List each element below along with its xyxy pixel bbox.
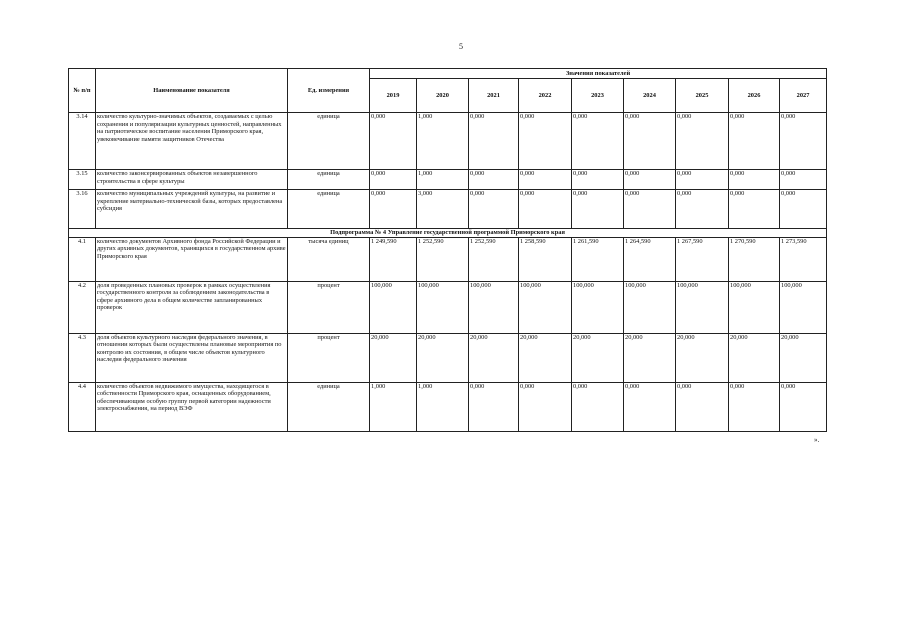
value-cell: 3,000 — [417, 190, 469, 229]
value-cell: 100,000 — [417, 281, 469, 333]
header-year: 2027 — [780, 79, 827, 113]
header-year: 2022 — [519, 79, 572, 113]
value-cell: 1 261,590 — [572, 237, 624, 281]
value-cell: 1 264,590 — [624, 237, 676, 281]
table-row — [69, 382, 827, 431]
value-cell: 100,000 — [572, 281, 624, 333]
value-cell: 0,000 — [519, 382, 572, 431]
value-cell: 20,000 — [417, 333, 469, 382]
header-num: № п/п — [69, 69, 96, 113]
unit-cell: единица — [288, 382, 370, 431]
indicator-name: количество муниципальных учреждений культуры, на развитие и укрепление материально-технической базы, которых предоставлена субсидия — [96, 190, 288, 229]
value-cell: 0,000 — [676, 190, 729, 229]
value-cell: 0,000 — [469, 382, 519, 431]
value-cell: 1 252,590 — [469, 237, 519, 281]
unit-cell: процент — [288, 333, 370, 382]
unit-cell: процент — [288, 281, 370, 333]
row-number: 4.3 — [69, 333, 96, 382]
header-year: 2026 — [729, 79, 780, 113]
value-cell: 20,000 — [729, 333, 780, 382]
value-cell: 100,000 — [469, 281, 519, 333]
value-cell: 0,000 — [572, 113, 624, 170]
table-row — [69, 113, 827, 170]
value-cell: 1 258,590 — [519, 237, 572, 281]
row-number: 4.1 — [69, 237, 96, 281]
value-cell: 0,000 — [469, 113, 519, 170]
value-cell: 0,000 — [780, 170, 827, 190]
unit-cell: единица — [288, 190, 370, 229]
row-number: 3.14 — [69, 113, 96, 170]
value-cell: 1 252,590 — [417, 237, 469, 281]
end-mark: ». — [814, 436, 820, 444]
unit-cell: тысяча единиц — [288, 237, 370, 281]
value-cell: 0,000 — [370, 190, 417, 229]
value-cell: 0,000 — [729, 113, 780, 170]
row-number: 4.2 — [69, 281, 96, 333]
header-year: 2020 — [417, 79, 469, 113]
value-cell: 1,000 — [417, 170, 469, 190]
value-cell: 0,000 — [780, 113, 827, 170]
indicator-name: доля проведенных плановых проверок в рамках осуществления государственного контроля за соблюдением законодательства в сфере архивного дела в общем количестве запланированных проверок — [96, 281, 288, 333]
value-cell: 1,000 — [417, 113, 469, 170]
header-year: 2025 — [676, 79, 729, 113]
indicator-name: количество объектов недвижимого имущества, находящегося в собственности Приморского края, оснащенных оборудованием, обеспечивающим особую группу первой категории надежности электроснабжения, на период ВЭФ — [96, 382, 288, 431]
value-cell: 0,000 — [780, 382, 827, 431]
value-cell: 1 270,590 — [729, 237, 780, 281]
value-cell: 100,000 — [519, 281, 572, 333]
value-cell: 100,000 — [780, 281, 827, 333]
table-row — [69, 237, 827, 281]
header-year: 2019 — [370, 79, 417, 113]
table-row — [69, 190, 827, 229]
value-cell: 0,000 — [370, 170, 417, 190]
value-cell: 0,000 — [572, 190, 624, 229]
unit-cell: единица — [288, 113, 370, 170]
header-year: 2024 — [624, 79, 676, 113]
value-cell: 0,000 — [676, 382, 729, 431]
value-cell: 0,000 — [729, 382, 780, 431]
value-cell: 1,000 — [417, 382, 469, 431]
value-cell: 0,000 — [519, 170, 572, 190]
indicator-name: количество документов Архивного фонда Российской Федерации и других архивных документов, хранящихся в государственном архиве Приморского края — [96, 237, 288, 281]
value-cell: 20,000 — [519, 333, 572, 382]
value-cell: 20,000 — [780, 333, 827, 382]
value-cell: 20,000 — [370, 333, 417, 382]
value-cell: 0,000 — [469, 170, 519, 190]
value-cell: 0,000 — [370, 113, 417, 170]
row-number: 3.16 — [69, 190, 96, 229]
value-cell: 100,000 — [676, 281, 729, 333]
header-values-group: Значения показателей — [370, 69, 827, 79]
value-cell: 0,000 — [780, 190, 827, 229]
value-cell: 100,000 — [729, 281, 780, 333]
value-cell: 0,000 — [469, 190, 519, 229]
indicator-name: количество культурно-значимых объектов, создаваемых с целью сохранения и популяризации культурных ценностей, направленных на патриотическое воспитание населения Приморского края, увековечивание памяти защитников Отечества — [96, 113, 288, 170]
value-cell: 20,000 — [572, 333, 624, 382]
value-cell: 1,000 — [370, 382, 417, 431]
indicators-table — [68, 68, 827, 432]
header-year: 2021 — [469, 79, 519, 113]
row-number: 4.4 — [69, 382, 96, 431]
header-unit: Ед. измерения — [288, 69, 370, 113]
value-cell: 0,000 — [519, 190, 572, 229]
value-cell: 20,000 — [676, 333, 729, 382]
value-cell: 0,000 — [572, 170, 624, 190]
indicator-name: количество законсервированных объектов незавершенного строительства в сфере культуры — [96, 170, 288, 190]
row-number: 3.15 — [69, 170, 96, 190]
value-cell: 1 273,590 — [780, 237, 827, 281]
value-cell: 100,000 — [370, 281, 417, 333]
table-row — [69, 333, 827, 382]
header-name: Наименование показателя — [96, 69, 288, 113]
value-cell: 20,000 — [624, 333, 676, 382]
unit-cell: единица — [288, 170, 370, 190]
page-number: 5 — [459, 42, 463, 51]
table-row — [69, 281, 827, 333]
value-cell: 0,000 — [729, 190, 780, 229]
value-cell: 0,000 — [624, 190, 676, 229]
value-cell: 0,000 — [676, 113, 729, 170]
value-cell: 0,000 — [519, 113, 572, 170]
indicator-name: доля объектов культурного наследия федерального значения, в отношении которых были осуществлены плановые мероприятия по контролю их состояния, в общем числе объектов культурного наследия федерального значения — [96, 333, 288, 382]
value-cell: 0,000 — [572, 382, 624, 431]
value-cell: 1 267,590 — [676, 237, 729, 281]
value-cell: 1 249,590 — [370, 237, 417, 281]
value-cell: 20,000 — [469, 333, 519, 382]
value-cell: 0,000 — [676, 170, 729, 190]
value-cell: 100,000 — [624, 281, 676, 333]
value-cell: 0,000 — [624, 113, 676, 170]
value-cell: 0,000 — [729, 170, 780, 190]
header-year: 2023 — [572, 79, 624, 113]
value-cell: 0,000 — [624, 170, 676, 190]
value-cell: 0,000 — [624, 382, 676, 431]
subprogram-title: Подпрограмма № 4 Управление государственной программой Приморского края — [69, 229, 827, 238]
table-row — [69, 170, 827, 190]
